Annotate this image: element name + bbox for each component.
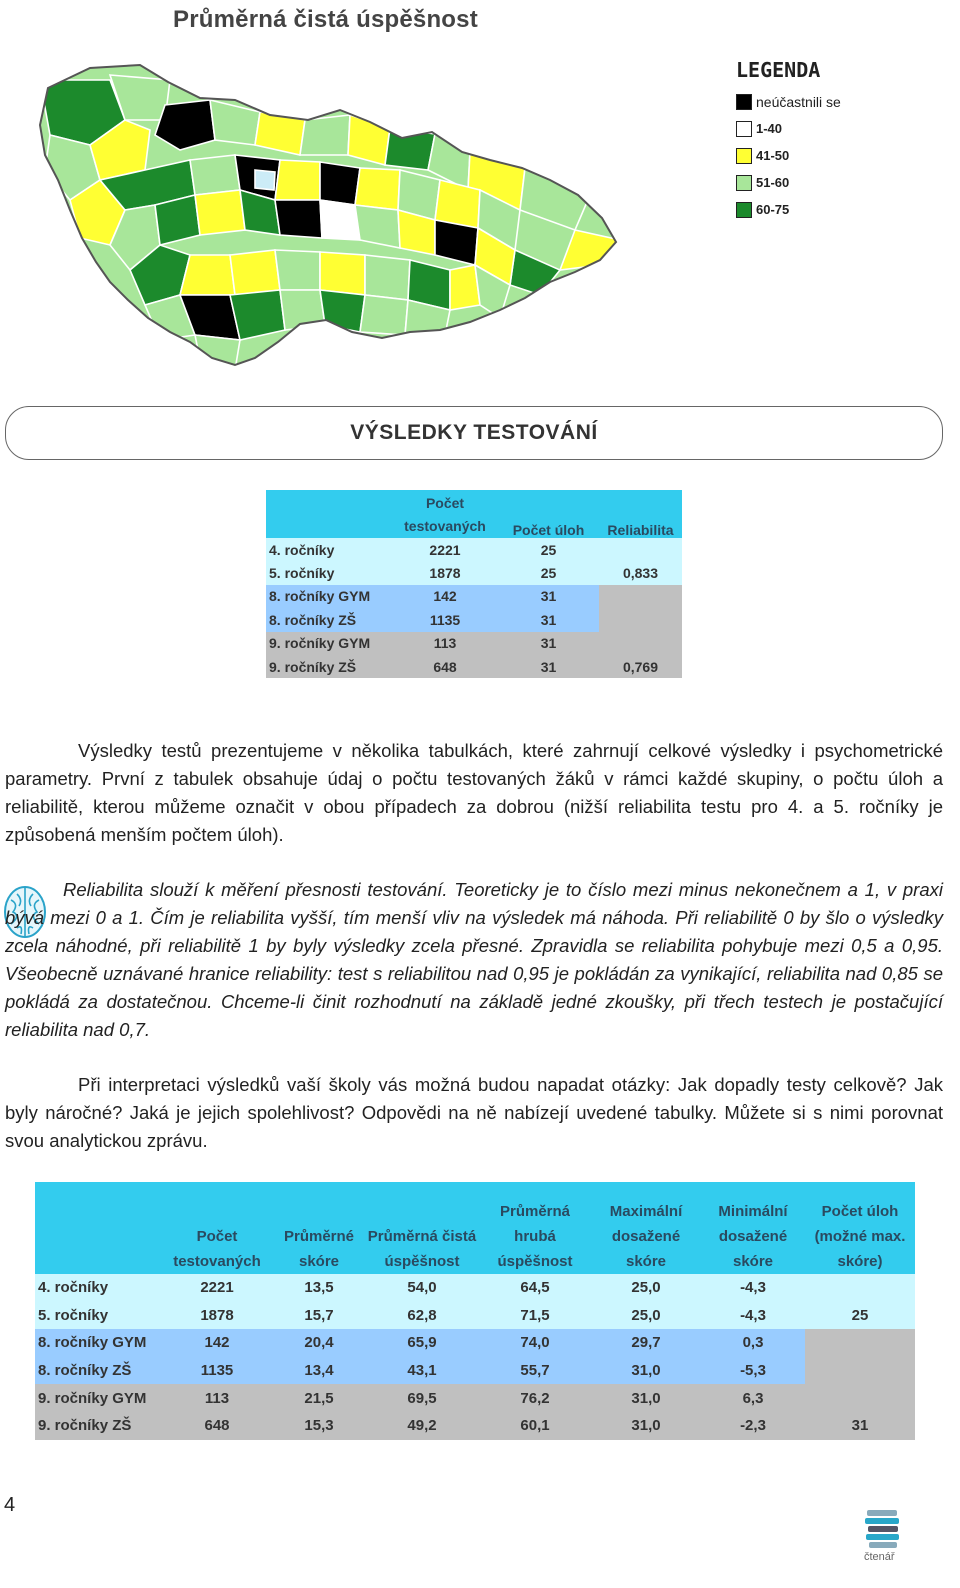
- results-table: [35, 1182, 915, 1440]
- table-cell: 113: [392, 632, 498, 655]
- table-cell: 54,0: [365, 1274, 479, 1302]
- table-cell: 69,5: [365, 1384, 479, 1412]
- table-cell: 15,3: [273, 1412, 365, 1440]
- legend-item: [736, 169, 841, 196]
- table-cell: 5. ročníky: [266, 561, 392, 584]
- table-cell: 0,769: [599, 655, 682, 678]
- legend-item: [736, 196, 841, 223]
- table-row: [266, 608, 682, 631]
- table-row: [35, 1384, 915, 1412]
- table-cell: 25: [498, 561, 599, 584]
- czech-map: [30, 60, 630, 370]
- table-header: Minimální dosažené skóre: [701, 1182, 805, 1274]
- table-cell: [805, 1329, 915, 1357]
- table-cell: 65,9: [365, 1329, 479, 1357]
- table-header: Počet úloh: [498, 490, 599, 538]
- table-cell: 9. ročníky ZŠ: [266, 655, 392, 678]
- table-cell: 31: [805, 1412, 915, 1440]
- paragraph-text: Reliabilita slouží k měření přesnosti testování. Teoreticky je to číslo mezi minus nekonečnem a 1, v praxi bývá mezi 0 a 1. Čím je reliabilita vyšší, tím menší vliv na výsledek má náhoda. Při reliabilitě 0 by šlo o výsledky zcela náhodné, při reliabilitě 1 by byly výsledky zcela přesné. Zpravidla se reliabilita pohybuje mezi 0,5 a 0,95. Všeobecně uznávané hranice reliability: test s reliabilitou nad 0,95 je pokládán za vynikající, reliabilita nad 0,85 se pokládá za dostatečnou. Chceme-li činit rozhodnutí na základě jedné zkoušky, při třech testech je postačující reliabilita nad 0,7.: [5, 879, 943, 1040]
- table-header: Reliabilita: [599, 490, 682, 538]
- table-cell: 8. ročníky ZŠ: [35, 1357, 161, 1385]
- legend-label: 51-60: [756, 175, 790, 190]
- table-header: Maximální dosažené skóre: [591, 1182, 701, 1274]
- table-row: [35, 1274, 915, 1302]
- table-cell: 9. ročníky GYM: [266, 632, 392, 655]
- table-cell: 1135: [161, 1357, 273, 1385]
- table-cell: 1135: [392, 608, 498, 631]
- table-header: [266, 490, 392, 538]
- paragraph-text: Výsledky testů prezentujeme v několika tabulkách, které zahrnují celkové výsledky i psychometrické parametry. První z tabulek obsahuje údaj o počtu testovaných žáků v rámci každé skupiny, o počtu úloh a reliabilitě, kterou můžeme označit v obou případech za dobrou (nižší reliabilita testu pro 4. a 5. ročníky je způsobená menším počtem úloh).: [5, 740, 943, 845]
- table-header: Průměrná čistá úspěšnost: [365, 1182, 479, 1274]
- table-cell: 31: [498, 655, 599, 678]
- legend-item: [736, 142, 841, 169]
- table-row: [266, 538, 682, 561]
- table-cell: 60,1: [479, 1412, 591, 1440]
- legend-label: 1-40: [756, 121, 783, 136]
- table-cell: 1878: [392, 561, 498, 584]
- table-header: Průměrná hrubá úspěšnost: [479, 1182, 591, 1274]
- table-cell: 43,1: [365, 1357, 479, 1385]
- page-number: 4: [4, 1494, 16, 1516]
- table-cell: 13,4: [273, 1357, 365, 1385]
- legend-label: 60-75: [756, 202, 790, 217]
- section-title: VÝSLEDKY TESTOVÁNÍ: [350, 421, 598, 444]
- table-cell: 8. ročníky GYM: [266, 585, 392, 608]
- table-cell: 31: [498, 608, 599, 631]
- table-cell: [599, 585, 682, 608]
- table-cell: 142: [161, 1329, 273, 1357]
- table-cell: -5,3: [701, 1357, 805, 1385]
- legend-item: [736, 88, 841, 115]
- table-cell: [805, 1357, 915, 1385]
- table-row: [266, 585, 682, 608]
- intro-paragraph: [5, 737, 943, 849]
- table-cell: 20,4: [273, 1329, 365, 1357]
- table-cell: [805, 1274, 915, 1302]
- table-cell: 648: [161, 1412, 273, 1440]
- table-cell: 74,0: [479, 1329, 591, 1357]
- table-cell: 13,5: [273, 1274, 365, 1302]
- table-cell: 142: [392, 585, 498, 608]
- interpretation-paragraph: [5, 1071, 943, 1155]
- table-cell: 5. ročníky: [35, 1302, 161, 1330]
- table-cell: 648: [392, 655, 498, 678]
- books-logo-icon: [863, 1506, 905, 1550]
- table-cell: 71,5: [479, 1302, 591, 1330]
- table-cell: 76,2: [479, 1384, 591, 1412]
- table-cell: 31: [498, 632, 599, 655]
- table-cell: 1878: [161, 1302, 273, 1330]
- table-cell: 31,0: [591, 1384, 701, 1412]
- map-legend: [736, 58, 841, 223]
- table-cell: 9. ročníky GYM: [35, 1384, 161, 1412]
- table-row: [35, 1412, 915, 1440]
- legend-label: neúčastnili se: [756, 93, 841, 110]
- table-cell: 25,0: [591, 1274, 701, 1302]
- table-cell: -4,3: [701, 1274, 805, 1302]
- table-cell: 31: [498, 585, 599, 608]
- table-cell: -4,3: [701, 1302, 805, 1330]
- legend-item: [736, 115, 841, 142]
- table-cell: [805, 1384, 915, 1412]
- section-banner: [5, 406, 943, 460]
- table-cell: 62,8: [365, 1302, 479, 1330]
- legend-label: 41-50: [756, 148, 790, 163]
- table-cell: 4. ročníky: [266, 538, 392, 561]
- table-row: [266, 561, 682, 584]
- table-cell: 25: [805, 1302, 915, 1330]
- table-cell: 6,3: [701, 1384, 805, 1412]
- table-cell: 8. ročníky GYM: [35, 1329, 161, 1357]
- table-cell: [599, 632, 682, 655]
- table-header: Průměrné skóre: [273, 1182, 365, 1274]
- table-cell: 0,833: [599, 561, 682, 584]
- table-cell: 25: [498, 538, 599, 561]
- table-cell: 113: [161, 1384, 273, 1412]
- table-cell: 25,0: [591, 1302, 701, 1330]
- table-cell: 55,7: [479, 1357, 591, 1385]
- table-cell: [599, 538, 682, 561]
- map-title: Průměrná čistá úspěšnost: [173, 6, 478, 33]
- table-cell: 64,5: [479, 1274, 591, 1302]
- table-cell: 4. ročníky: [35, 1274, 161, 1302]
- table-cell: 0,3: [701, 1329, 805, 1357]
- table-row: [35, 1302, 915, 1330]
- table-row: [266, 655, 682, 678]
- table-cell: 9. ročníky ZŠ: [35, 1412, 161, 1440]
- logo-text: čtenář: [864, 1551, 895, 1563]
- summary-table: [266, 490, 682, 678]
- table-header: Počet testovaných: [161, 1182, 273, 1274]
- table-row: [266, 632, 682, 655]
- table-cell: 21,5: [273, 1384, 365, 1412]
- table-cell: 15,7: [273, 1302, 365, 1330]
- table-cell: [599, 608, 682, 631]
- table-cell: 31,0: [591, 1412, 701, 1440]
- table-row: [35, 1357, 915, 1385]
- table-cell: 29,7: [591, 1329, 701, 1357]
- paragraph-text: Při interpretaci výsledků vaší školy vás možná budou napadat otázky: Jak dopadly testy celkově? Jak byly náročné? Jaká je jejich spolehlivost? Odpovědi na ně nabízejí uvedené tabulky. Můžete si s nimi porovnat svou analytickou zprávu.: [5, 1074, 943, 1151]
- table-row: [35, 1329, 915, 1357]
- table-header: Počet úloh (možné max. skóre): [805, 1182, 915, 1274]
- table-cell: 2221: [392, 538, 498, 561]
- table-cell: 31,0: [591, 1357, 701, 1385]
- table-cell: 8. ročníky ZŠ: [266, 608, 392, 631]
- table-cell: -2,3: [701, 1412, 805, 1440]
- table-header: Počet testovaných: [392, 490, 498, 538]
- reliability-note: [5, 876, 943, 1044]
- table-cell: 2221: [161, 1274, 273, 1302]
- legend-title: LEGENDA: [736, 58, 821, 82]
- table-header: [35, 1182, 161, 1274]
- table-cell: 49,2: [365, 1412, 479, 1440]
